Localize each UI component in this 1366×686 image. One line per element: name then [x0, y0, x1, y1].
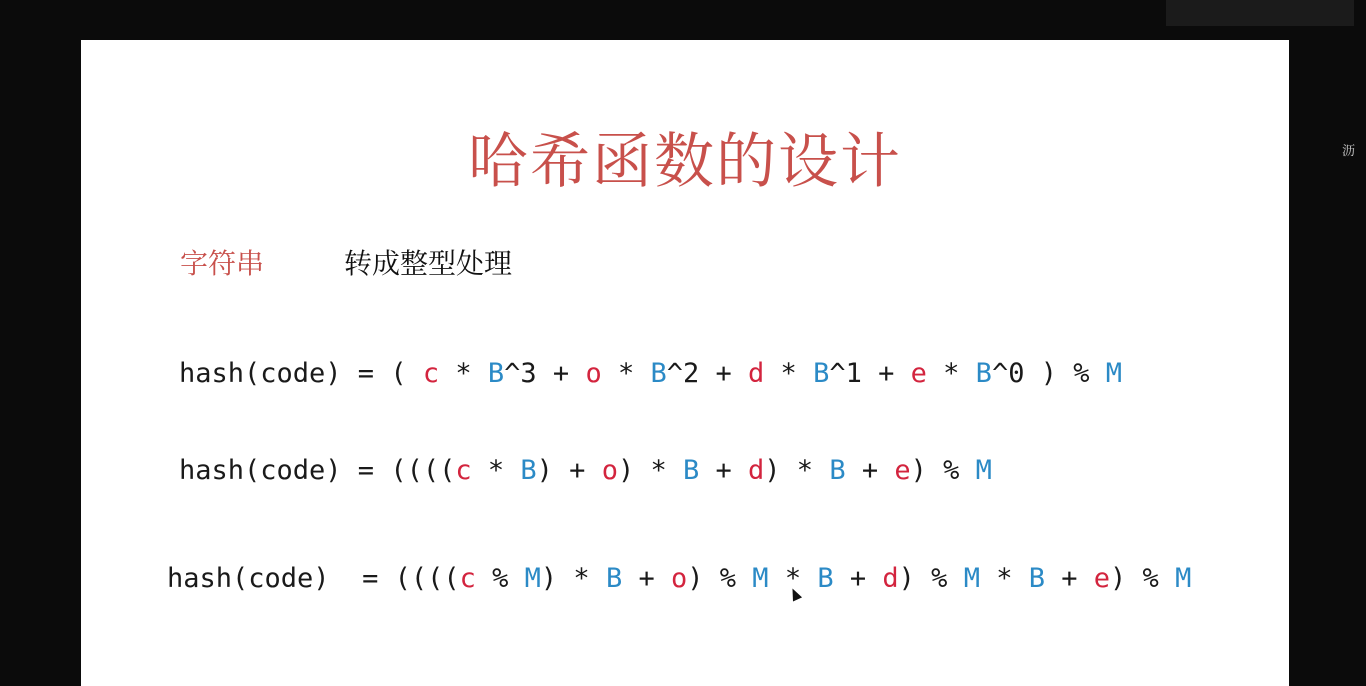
- formula-token: M: [524, 563, 541, 594]
- formula-token: +: [845, 455, 895, 486]
- formula-token: ) +: [536, 455, 602, 486]
- formula-token: c: [459, 563, 476, 594]
- formula-token: hash(code) = (: [179, 358, 423, 389]
- formula-token: +: [833, 563, 883, 594]
- formula-token: B: [520, 455, 537, 486]
- formula-token: o: [585, 358, 602, 389]
- formula-3: [167, 563, 1191, 594]
- formula-token: ^3 +: [504, 358, 586, 389]
- formula-token: B: [813, 358, 830, 389]
- presentation-slide: [81, 40, 1289, 686]
- formula-token: *: [601, 358, 651, 389]
- formula-token: B: [829, 455, 846, 486]
- formula-token: ) %: [1110, 563, 1176, 594]
- formula-token: +: [622, 563, 671, 594]
- formula-token: B: [682, 455, 700, 486]
- string-label: 字符串: [180, 247, 265, 280]
- formula-token: B: [1028, 563, 1045, 594]
- formula-token: ^0 ) %: [991, 358, 1106, 389]
- formula-token: B: [605, 563, 623, 594]
- top-right-overlay-bar: [1166, 0, 1354, 26]
- formula-token: M: [963, 563, 980, 594]
- formula-token: hash(code) = ((((: [167, 563, 460, 594]
- formula-2: [179, 455, 992, 486]
- formula-token: hash(code) = ((((: [179, 455, 456, 486]
- formula-token: B: [975, 358, 992, 389]
- formula-token: *: [979, 563, 1029, 594]
- formula-token: M: [975, 455, 992, 486]
- formula-token: ) %: [898, 563, 964, 594]
- formula-token: e: [894, 455, 911, 486]
- formula-token: ^2 +: [666, 358, 749, 389]
- formula-token: M: [1175, 563, 1192, 594]
- formula-token: +: [1045, 563, 1094, 594]
- formula-token: c: [422, 358, 440, 389]
- formula-token: o: [671, 563, 688, 594]
- side-glyph: 沥: [1342, 144, 1356, 159]
- slide-title: 哈希函数的设计: [468, 127, 902, 197]
- formula-token: c: [455, 455, 472, 486]
- formula-token: M: [752, 563, 769, 594]
- formula-token: +: [699, 455, 749, 486]
- formula-token: *: [439, 358, 488, 389]
- convert-to-integer-label: 转成整型处理: [344, 247, 513, 280]
- formula-token: *: [768, 563, 818, 594]
- formula-token: e: [910, 358, 927, 389]
- formula-token: d: [748, 358, 765, 389]
- formula-token: B: [817, 563, 834, 594]
- formula-token: ) %: [910, 455, 976, 486]
- formula-token: d: [748, 455, 765, 486]
- formula-token: B: [650, 358, 667, 389]
- formula-token: d: [882, 563, 899, 594]
- formula-token: *: [471, 455, 521, 486]
- formula-token: M: [1105, 358, 1122, 389]
- formula-token: ) *: [540, 563, 606, 594]
- formula-token: ^1 +: [829, 358, 911, 389]
- formula-token: o: [601, 455, 618, 486]
- formula-token: *: [764, 358, 814, 389]
- formula-token: ) *: [617, 455, 683, 486]
- formula-token: ) %: [687, 563, 753, 594]
- formula-token: B: [487, 358, 505, 389]
- formula-token: ) *: [764, 455, 830, 486]
- formula-token: *: [926, 358, 976, 389]
- formula-token: %: [475, 563, 525, 594]
- formula-token: e: [1093, 563, 1111, 594]
- formula-1: [179, 358, 1122, 389]
